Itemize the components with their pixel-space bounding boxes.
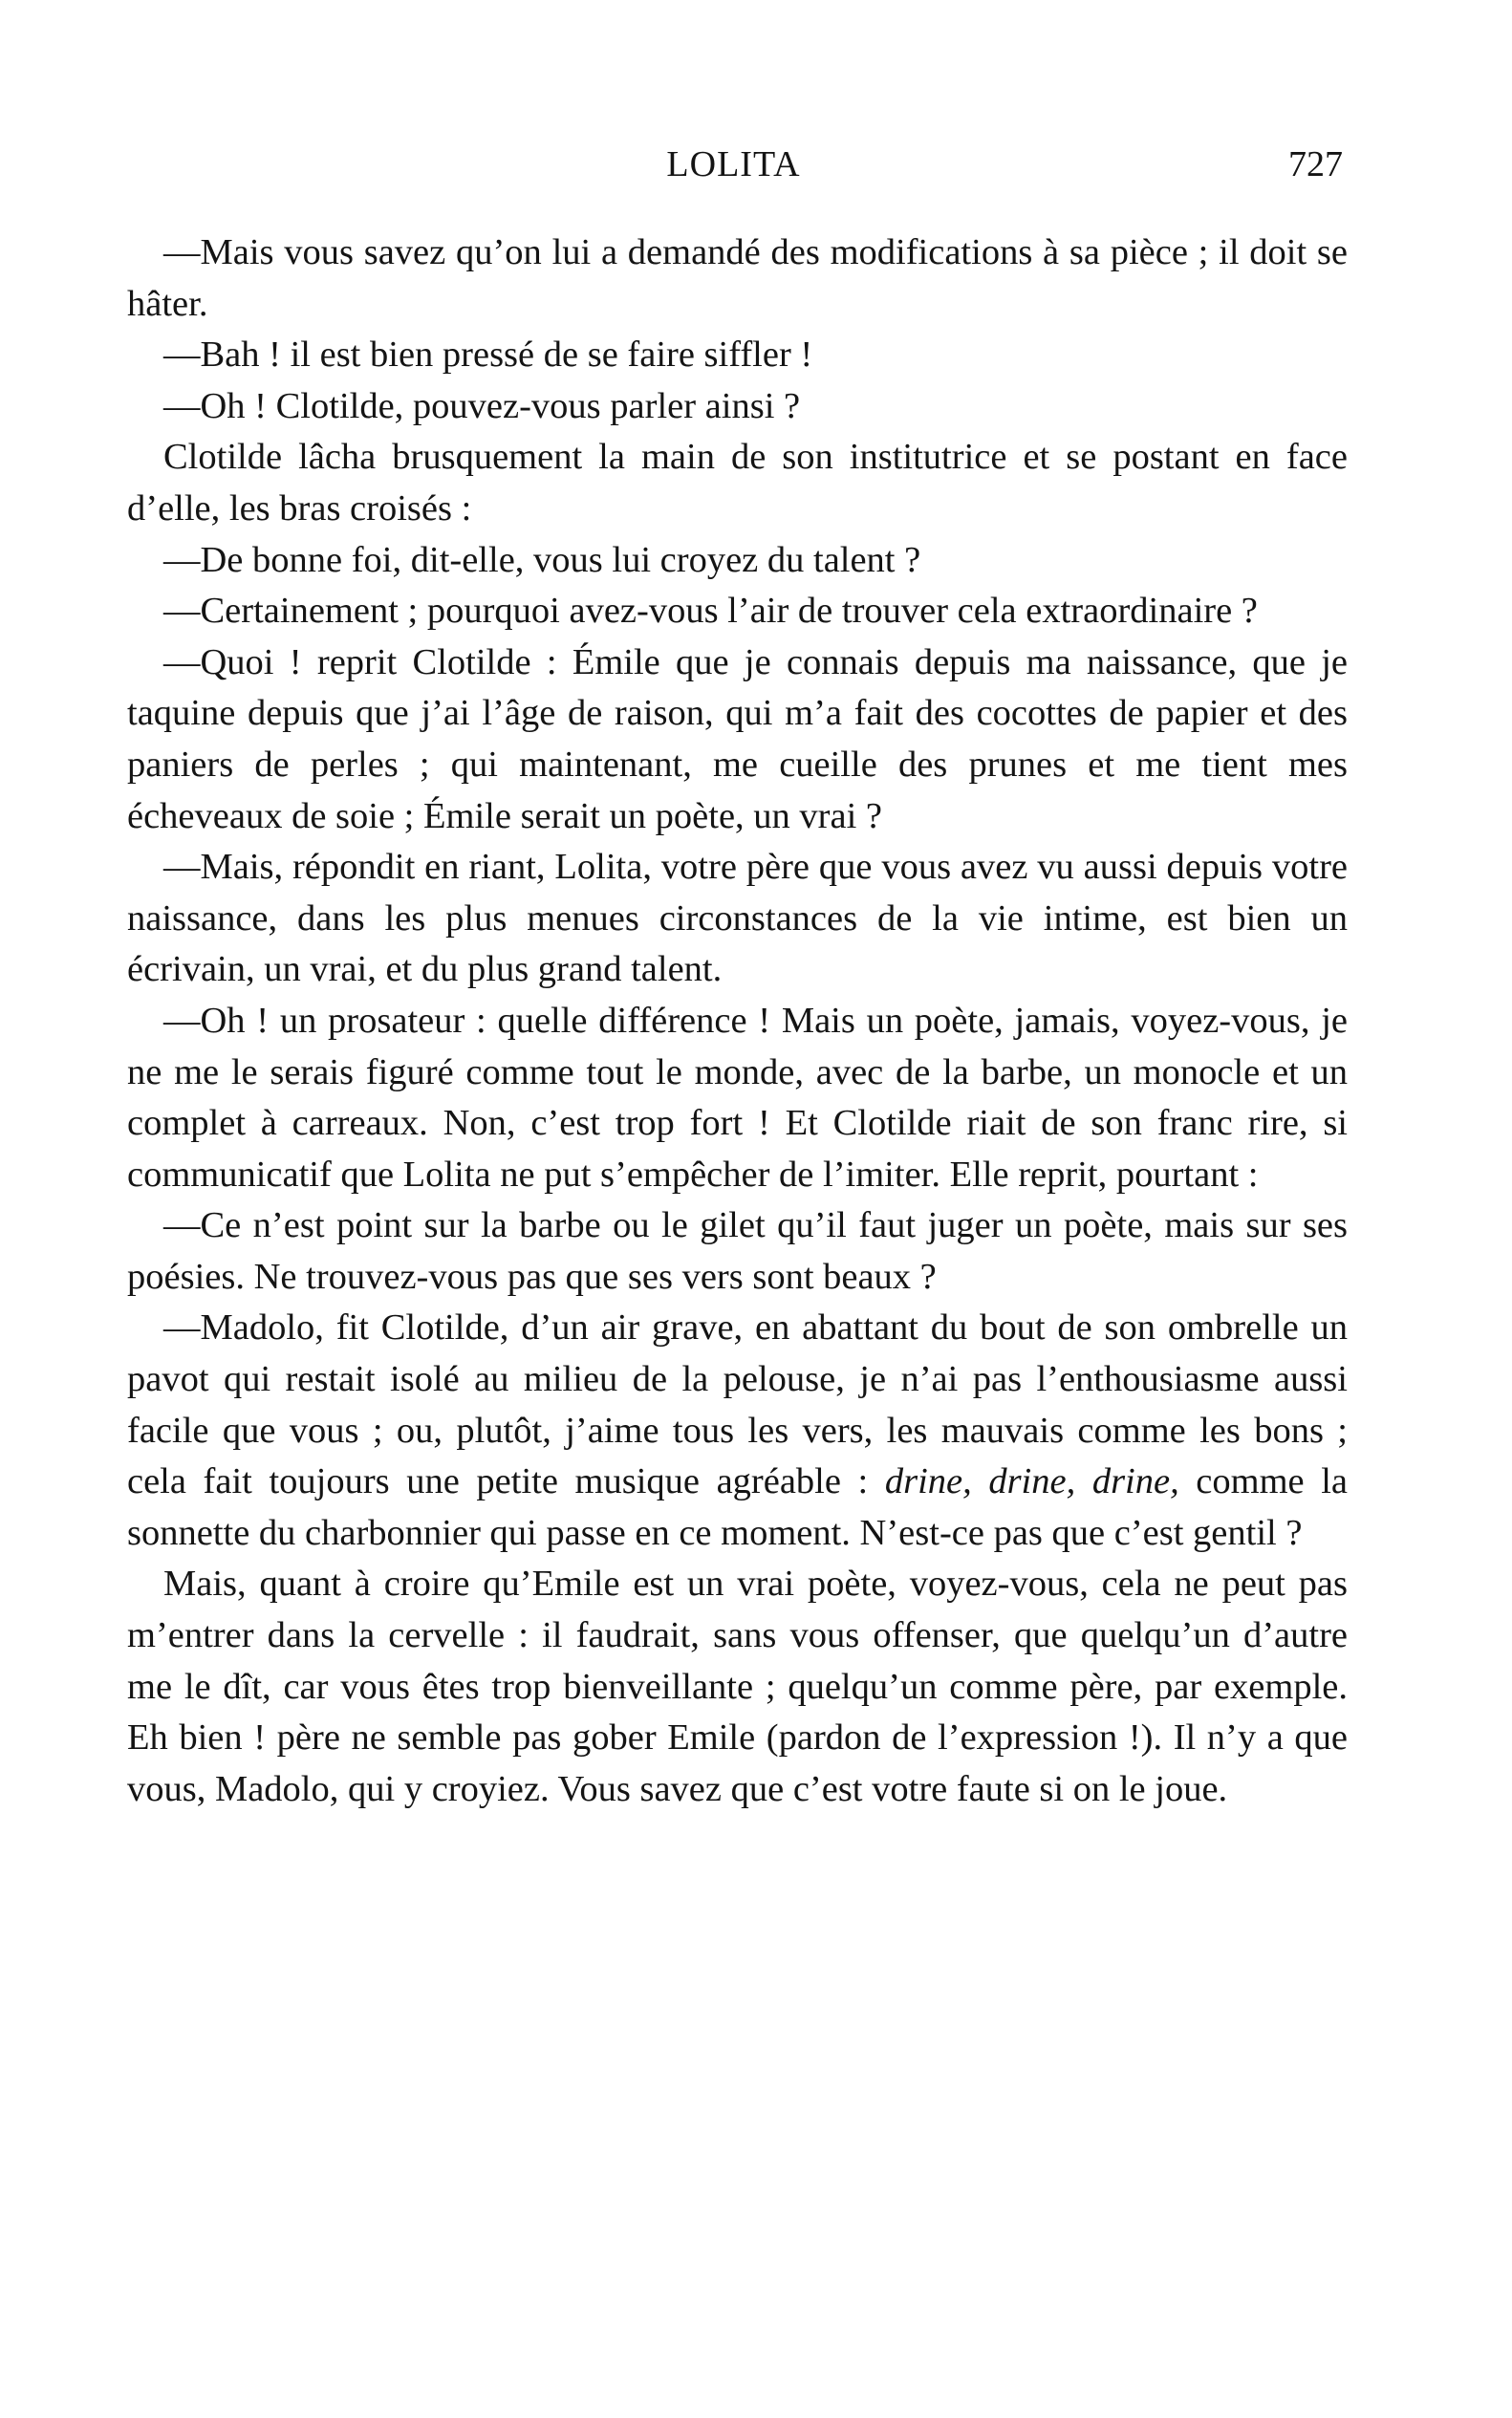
italic-text-segment: drine, drine, drine,	[884, 1461, 1179, 1502]
text-segment: —Oh ! un prosateur : quelle différence ! Mais un poète, jamais, voyez-vous, je ne me le serais figuré comme tout le monde, avec de la barbe, un monocle et un complet à carreaux. Non, c’est trop fort ! Et Clotilde riait de son franc rire, si communicatif que Lolita ne put s’empêcher de l’imiter. Elle reprit, pourtant :	[127, 1000, 1348, 1195]
text-segment: —Oh ! Clotilde, pouvez-vous parler ainsi ?	[163, 385, 801, 426]
text-segment: Mais, quant à croire qu’Emile est un vrai poète, voyez-vous, cela ne peut pas m’entrer dans la cervelle : il faudrait, sans vous offenser, que quelqu’un d’autre me le dît, car vous êtes trop bienveillante ; quelqu’un comme père, par exemple. Eh bien ! père ne semble pas gober Emile (pardon de l’expression !). Il n’y a que vous, Madolo, qui y croyiez. Vous savez que c’est votre faute si on le joue.	[127, 1564, 1348, 1809]
paragraph	[127, 586, 1348, 637]
text-segment: —Bah ! il est bien pressé de se faire siffler !	[163, 335, 813, 376]
paragraph	[127, 1303, 1348, 1559]
paragraph	[127, 535, 1348, 587]
paragraph	[127, 1559, 1348, 1815]
running-head	[124, 143, 1343, 201]
paragraph	[127, 227, 1348, 330]
text-segment: Clotilde lâcha brusquement la main de son institutrice et se postant en face d’elle, les bras croisés :	[127, 437, 1348, 529]
paragraph	[127, 432, 1348, 534]
text-segment: comme la sonnette du charbonnier qui passe en ce moment. N’est-ce pas que c’est gentil ?	[127, 1461, 1349, 1553]
text-segment: —De bonne foi, dit-elle, vous lui croyez du talent ?	[163, 539, 921, 580]
paragraph	[127, 637, 1348, 842]
text-segment: —Mais, répondit en riant, Lolita, votre père que vous avez vu aussi depuis votre naissance, dans les plus menues circonstances de la vie intime, est bien un écrivain, un vrai, et du plus grand talent.	[127, 847, 1348, 990]
text-segment: —Ce n’est point sur la barbe ou le gilet qu’il faut juger un poète, mais sur ses poésies. Ne trouvez-vous pas que ses vers sont beaux ?	[127, 1205, 1348, 1297]
paragraph	[127, 330, 1348, 381]
text-segment: —Quoi ! reprit Clotilde : Émile que je connais depuis ma naissance, que je taquine depuis que j’ai l’âge de raison, qui m’a fait des cocottes de papier et des paniers de perles ; qui maintenant, me cueille des prunes et me tient mes écheveaux de soie ; Émile serait un poète, un vrai ?	[127, 641, 1348, 836]
text-segment: —Certainement ; pourquoi avez-vous l’air de trouver cela extraordinaire ?	[163, 591, 1258, 632]
paragraph	[127, 996, 1348, 1200]
body-text	[127, 227, 1348, 1815]
running-title: LOLITA	[666, 144, 801, 184]
text-segment: —Mais vous savez qu’on lui a demandé des modifications à sa pièce ; il doit se hâter.	[127, 232, 1348, 324]
text-segment: —Madolo, fit Clotilde, d’un air grave, en abattant du bout de son ombrelle un pavot qui restait isolé au milieu de la pelouse, je n’ai pas l’enthousiasme aussi facile que vous ; ou, plutôt, j’aime tous les vers, les mauvais comme les bons ; cela fait toujours une petite musique agréable :	[127, 1307, 1348, 1502]
paragraph	[127, 842, 1348, 996]
paragraph	[127, 381, 1348, 433]
paragraph	[127, 1200, 1348, 1303]
page-number: 727	[1288, 144, 1343, 184]
